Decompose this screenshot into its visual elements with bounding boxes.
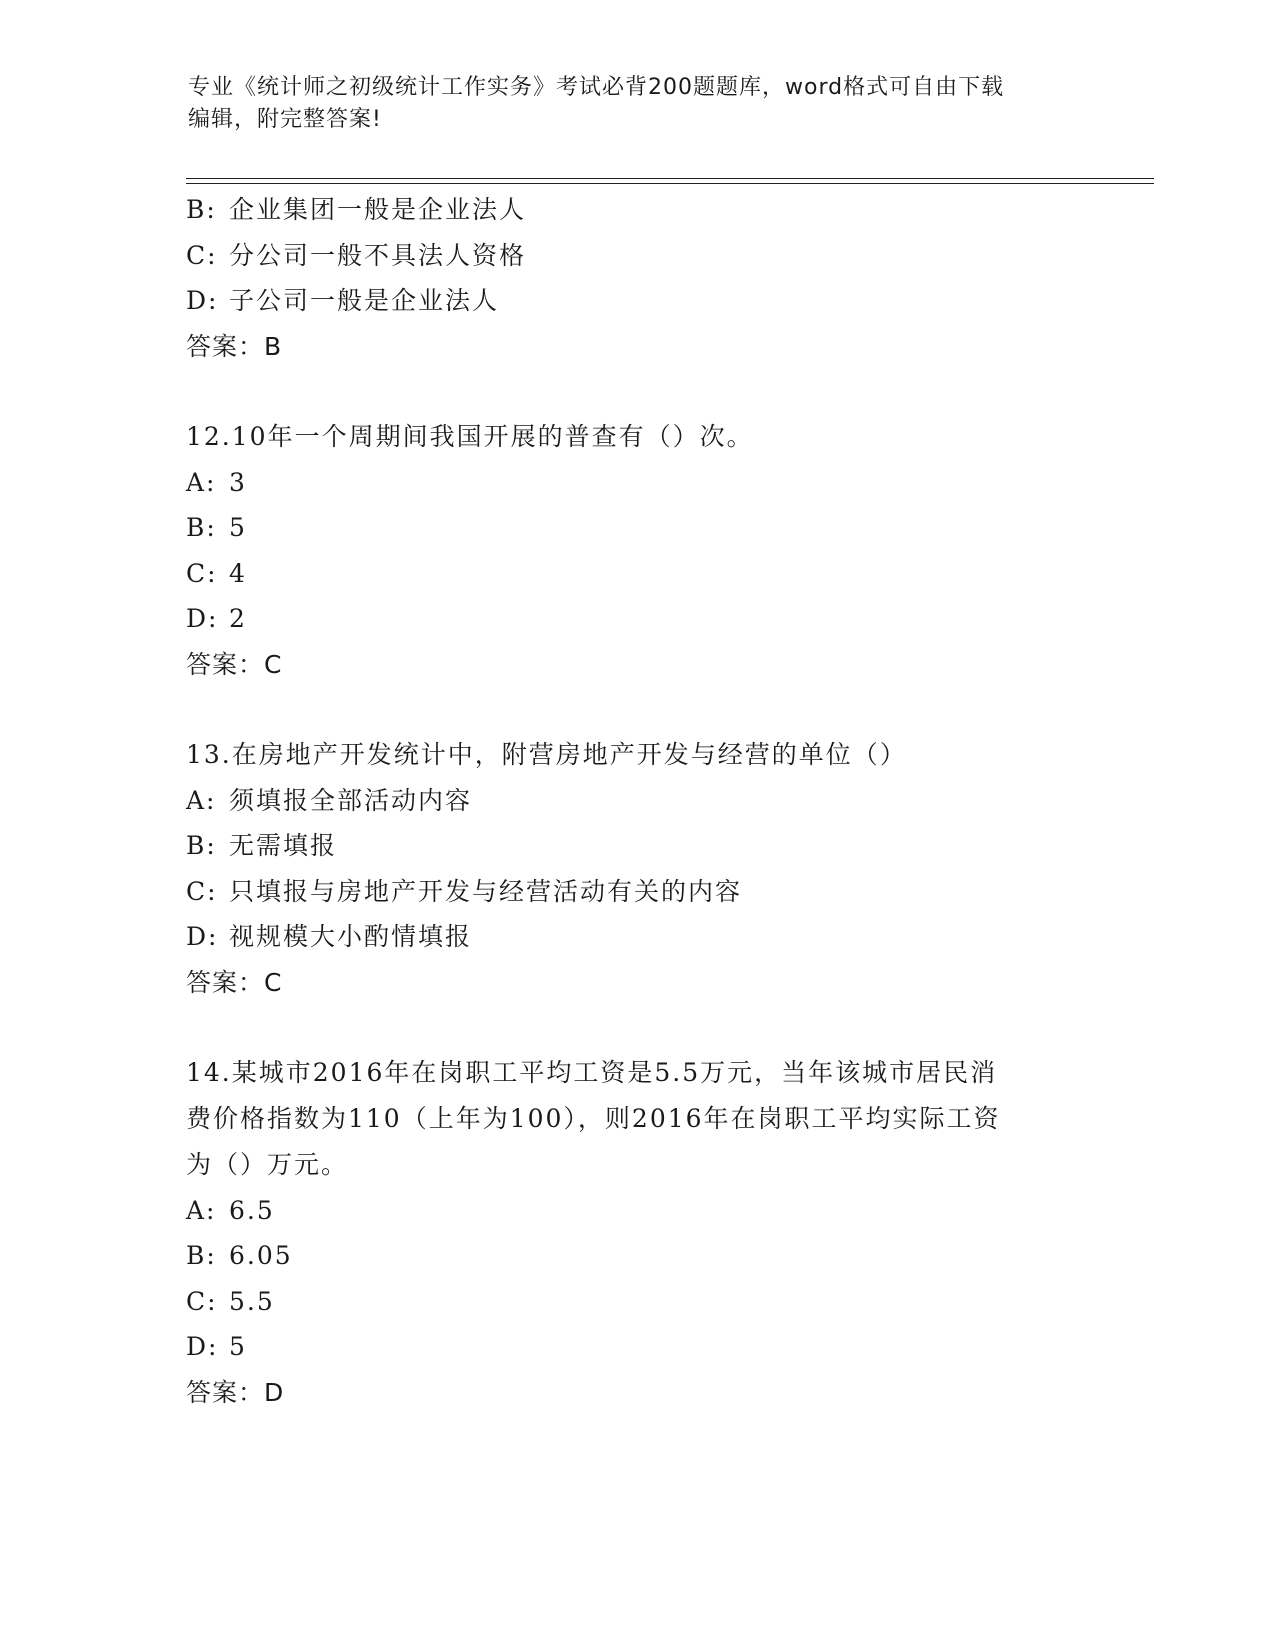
- header-divider-bottom: [186, 183, 1154, 184]
- question-stem: 12.10年一个周期间我国开展的普查有（）次。: [186, 421, 754, 451]
- option-a: A: 6.5: [186, 1195, 275, 1225]
- option-c: C: 4: [186, 558, 247, 588]
- option-c: C: 分公司一般不具法人资格: [186, 240, 527, 270]
- question-11-tail: [186, 187, 1086, 369]
- option-a: A: 3: [186, 467, 247, 497]
- option-b: B: 6.05: [186, 1241, 293, 1270]
- question-stem: 13.在房地产开发统计中，附营房地产开发与经营的单位（）: [186, 739, 907, 769]
- answer-line: 答案：C: [186, 649, 283, 679]
- option-b: B: 无需填报: [186, 831, 338, 860]
- option-d: D: 5: [186, 1332, 247, 1361]
- document-header: [188, 72, 1068, 136]
- question-content: [186, 187, 1086, 1415]
- answer-line: 答案：C: [186, 967, 283, 997]
- question-stem-line-1: 14.某城市2016年在岗职工平均工资是5.5万元，当年该城市居民消: [186, 1057, 998, 1087]
- question-14: [186, 1050, 1086, 1415]
- header-line-1: 专业《统计师之初级统计工作实务》考试必背200题题库，word格式可自由下载: [188, 75, 1005, 100]
- question-stem-line-2: 费价格指数为110（上年为100），则2016年在岗职工平均实际工资: [186, 1103, 1001, 1133]
- header-line-2: 编辑，附完整答案!: [188, 107, 382, 132]
- question-12: [186, 414, 1086, 687]
- header-divider-top: [186, 178, 1154, 179]
- option-d: D: 子公司一般是企业法人: [186, 286, 500, 315]
- answer-line: 答案：D: [186, 1377, 285, 1407]
- option-d: D: 视规模大小酌情填报: [186, 922, 473, 951]
- option-c: C: 只填报与房地产开发与经营活动有关的内容: [186, 876, 743, 906]
- option-b: B: 5: [186, 513, 247, 542]
- option-d: D: 2: [186, 604, 247, 633]
- question-stem-line-3: 为（）万元。: [186, 1149, 349, 1179]
- question-13: [186, 732, 1086, 1005]
- option-b: B: 企业集团一般是企业法人: [186, 195, 527, 224]
- option-a: A: 须填报全部活动内容: [186, 785, 473, 815]
- option-c: C: 5.5: [186, 1286, 275, 1316]
- answer-line: 答案：B: [186, 331, 283, 361]
